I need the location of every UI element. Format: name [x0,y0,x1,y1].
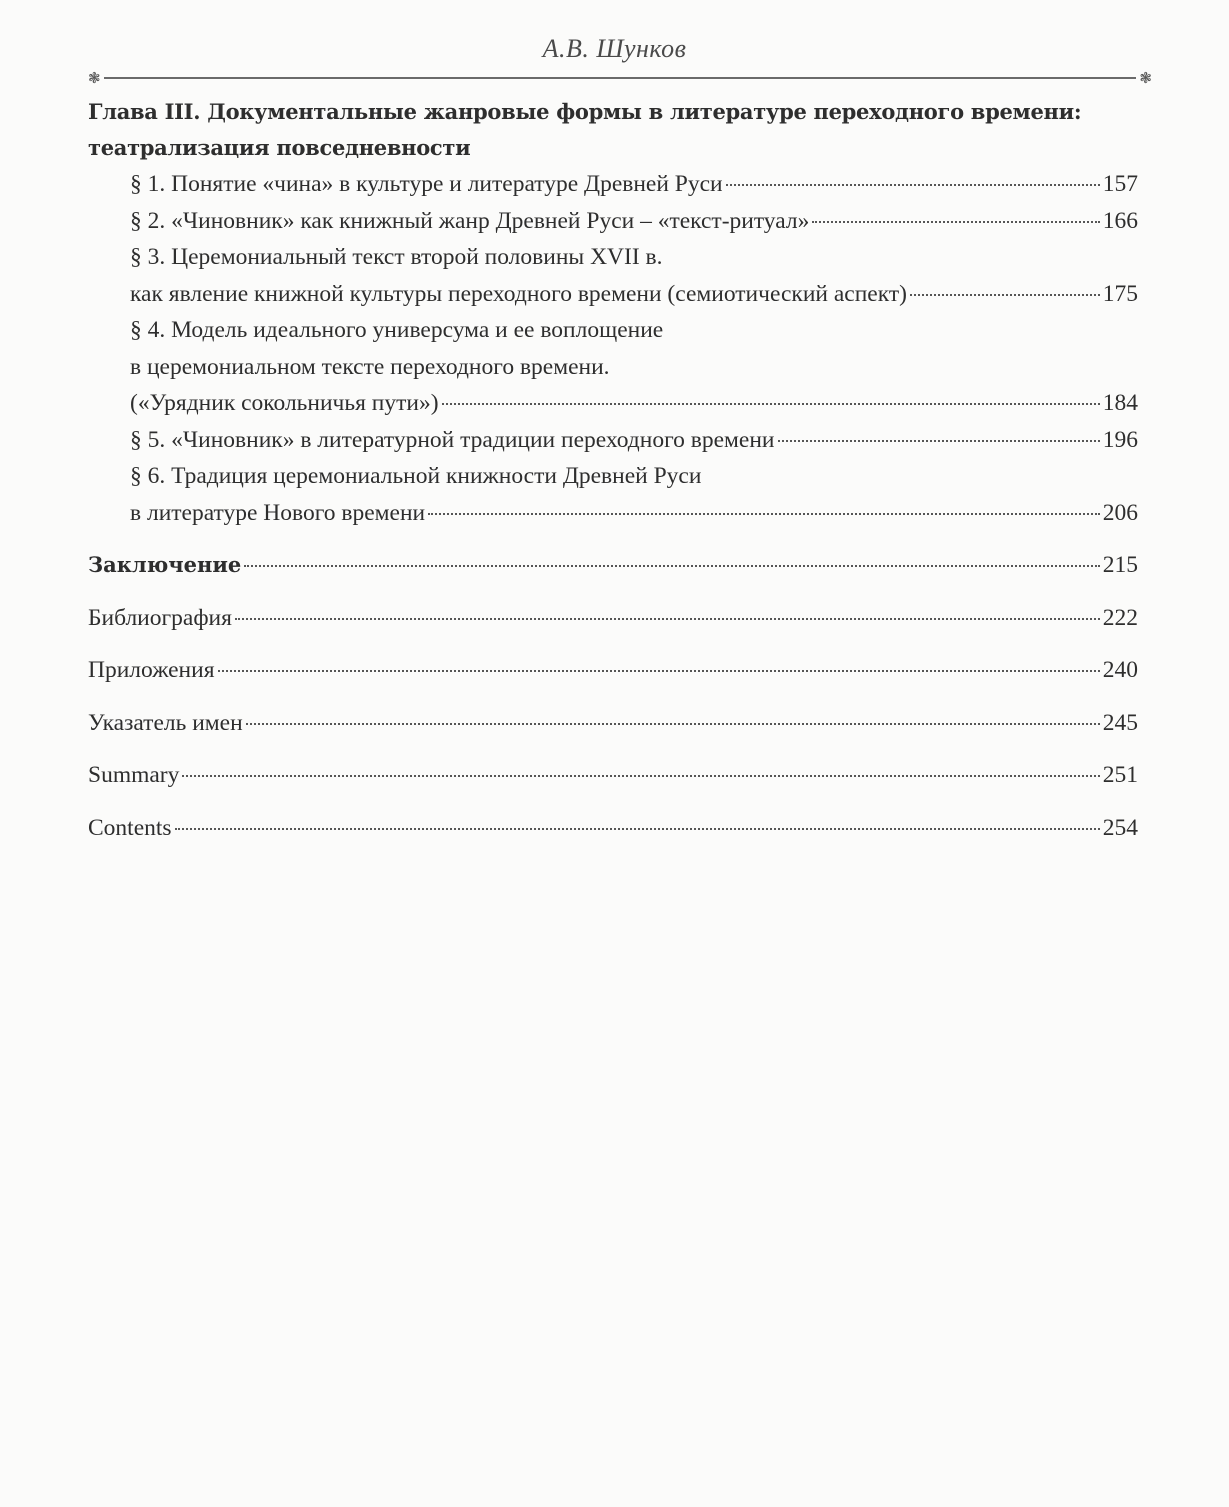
dot-leader [244,565,1099,567]
chapter-title-line-1: Глава III. Документальные жанровые формы в литературе переходного времени: [88,99,1082,124]
toc-entry-summary[interactable] [88,749,1138,802]
chapter-title [88,94,1138,166]
dot-leader [726,184,1100,186]
toc-entry-bibliography[interactable] [88,592,1138,645]
toc-entry-section-6-line-1: § 6. Традиция церемониальной книжности Древней Руси [130,463,702,489]
toc-page-number: 245 [1102,709,1138,736]
dot-leader [778,440,1100,442]
toc-entry-section-3[interactable] [88,276,1138,313]
toc-entry-label: Библиография [88,604,232,631]
dot-leader [218,670,1100,672]
dot-leader [246,723,1100,725]
table-of-contents [88,94,1138,854]
running-header-author: А.В. Шунков [542,34,687,63]
toc-entry-section-1[interactable] [88,166,1138,203]
toc-entry-label: Summary [88,762,180,788]
dot-leader [812,221,1099,223]
dot-leader [442,403,1100,405]
toc-entry-label: Contents [88,814,172,841]
toc-page-number: 196 [1102,426,1138,453]
toc-entry-label: Указатель имен [88,709,243,736]
dot-leader [910,294,1100,296]
toc-entry-name-index[interactable] [88,697,1138,750]
dot-leader [235,618,1100,620]
toc-page-number: 222 [1102,604,1138,631]
header-rule [88,69,1152,87]
toc-entry-label: § 1. Понятие «чина» в культуре и литературе Древней Руси [130,171,723,197]
toc-entry-section-3-line-1: § 3. Церемониальный текст второй половины XVII в. [130,244,663,270]
dot-leader [175,828,1100,830]
toc-entry-label: § 2. «Чиновник» как книжный жанр Древней Руси – «текст-ритуал» [130,207,810,234]
ornament-left-icon: ❃ [88,69,101,87]
toc-page-number: 251 [1102,762,1138,788]
toc-entry-conclusion[interactable] [88,539,1138,592]
toc-entry-section-2[interactable] [88,203,1138,240]
toc-page-number: 254 [1102,814,1138,841]
toc-page-number: 157 [1102,171,1138,197]
dot-leader [182,775,1099,777]
toc-entry-section-4-line-2: в церемониальном тексте переходного времени. [130,353,610,380]
toc-page-number: 240 [1102,657,1138,683]
toc-entry-label: Заключение [88,552,242,577]
toc-page-number: 175 [1102,280,1138,307]
toc-page-number: 215 [1102,552,1138,578]
toc-entry-label: в литературе Нового времени [130,499,426,526]
toc-entry-label: § 5. «Чиновник» в литературной традиции переходного времени [130,426,775,453]
dot-leader [428,513,1100,515]
toc-page-number: 206 [1102,499,1138,526]
toc-entry-section-4[interactable] [88,385,1138,422]
toc-entry-appendices[interactable] [88,644,1138,697]
toc-page-number: 166 [1102,207,1138,234]
toc-entry-label: Приложения [88,657,215,683]
ornament-right-icon: ❃ [1139,69,1152,87]
toc-entry-section-5[interactable] [88,422,1138,459]
toc-entry-label: как явление книжной культуры переходного времени (семиотический аспект) [130,280,907,307]
toc-entry-section-6[interactable] [88,495,1138,532]
chapter-title-line-2: театрализация повседневности [88,135,471,160]
toc-page-number: 184 [1102,390,1138,416]
toc-entry-contents[interactable] [88,802,1138,855]
toc-entry-label: («Урядник сокольничья пути») [130,390,439,416]
rule-line [104,77,1136,79]
toc-entry-section-4-line-1: § 4. Модель идеального универсума и ее воплощение [130,317,664,343]
